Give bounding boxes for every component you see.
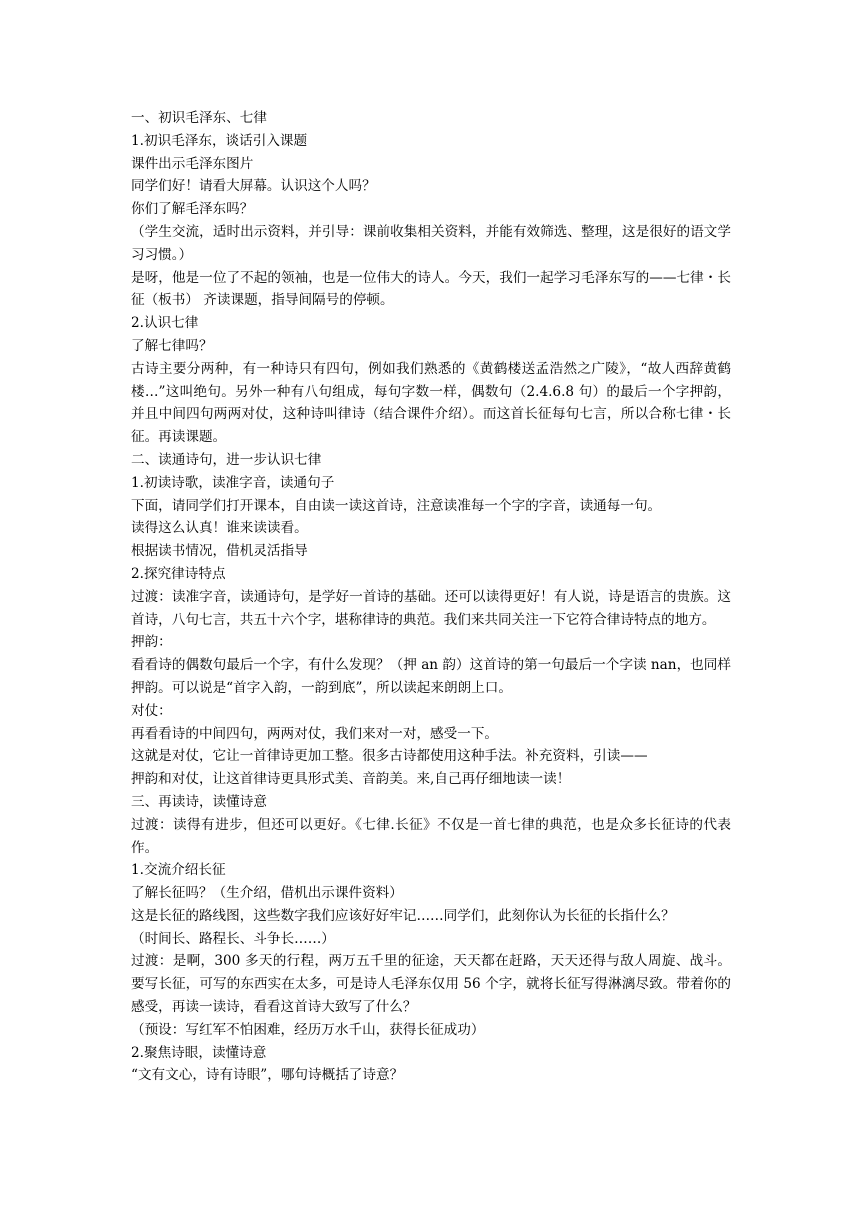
paragraph: 看看诗的偶数句最后一个字，有什么发现？（押 an 韵）这首诗的第一句最后一个字读 nan，也同样押韵。可以说是“首字入韵，一韵到底”，所以读起来朗朗上口。 bbox=[131, 657, 731, 696]
label-antithesis: 对仗： bbox=[131, 702, 172, 719]
paragraph: 过渡：读准字音，读通诗句，是学好一首诗的基础。还可以读得更好！有人说，诗是语言的贵族。这首诗，八句七言，共五十六个字，堪称律诗的典范。我们来共同关注一下它符合律诗特点的地方。 bbox=[131, 588, 731, 628]
text-line: 这是长征的路线图，这些数字我们应该好好牢记……同学们，此刻你认为长征的长指什么？ bbox=[131, 907, 675, 924]
subsection-heading-2-2: 2.探究律诗特点 bbox=[131, 565, 226, 582]
text-line: 这就是对仗，它让一首律诗更加工整。很多古诗都使用这种手法。补充资料，引读—— bbox=[131, 748, 648, 765]
subsection-heading-3-2: 2.聚焦诗眼，读懂诗意 bbox=[131, 1044, 267, 1061]
section-heading-2: 二、读通诗句，进一步认识七律 bbox=[131, 451, 322, 468]
subsection-heading-1-2: 2.认识七律 bbox=[131, 315, 199, 332]
text-line: 押韵和对仗，让这首律诗更具形式美、音韵美。来,自己再仔细地读一读！ bbox=[131, 771, 571, 788]
paragraph: 古诗主要分两种，有一种诗只有四句，例如我们熟悉的《黄鹤楼送孟浩然之广陵》，“故人西辞黄鹤楼…”这叫绝句。另外一种有八句组成，每句字数一样，偶数句（2.4.6.8 句）的最后一个字押韵，并且中间四句两两对仗，这种诗叫律诗（结合课件介绍）。而这首长征每句七言，所以合称七律・长征。再读课题。 bbox=[131, 360, 731, 446]
subsection-heading-2-1: 1.初读诗歌，读准字音，读通句子 bbox=[131, 474, 335, 491]
text-line: （时间长、路程长、斗争长……） bbox=[131, 930, 335, 947]
document-page bbox=[131, 107, 731, 1087]
text-line: 读得这么认真！谁来读读看。 bbox=[131, 520, 308, 537]
subsection-heading-3-1: 1.交流介绍长征 bbox=[131, 862, 226, 879]
paragraph: （学生交流，适时出示资料，并引导：课前收集相关资料，并能有效筛选、整理，这是很好的语文学习习惯。） bbox=[131, 223, 731, 263]
text-line: 你们了解毛泽东吗？ bbox=[131, 201, 254, 218]
paragraph: 过渡：读得有进步，但还可以更好。《七律.长征》不仅是一首七律的典范，也是众多长征诗的代表作。 bbox=[131, 816, 731, 856]
text-line: 再看看诗的中间四句，两两对仗，我们来对一对，感受一下。 bbox=[131, 725, 499, 742]
text-line: “文有文心，诗有诗眼”，哪句诗概括了诗意？ bbox=[131, 1067, 404, 1084]
text-line: 根据读书情况，借机灵活指导 bbox=[131, 543, 308, 560]
subsection-heading-1-1: 1.初识毛泽东，谈话引入课题 bbox=[131, 132, 308, 149]
text-line: 了解长征吗？（生介绍，借机出示课件资料） bbox=[131, 885, 403, 902]
paragraph: 下面，请同学们打开课本，自由读一读这首诗，注意读准每一个字的字音，读通每一句。 bbox=[131, 497, 662, 514]
section-heading-3: 三、再读诗，读懂诗意 bbox=[131, 793, 267, 810]
text-line: 课件出示毛泽东图片 bbox=[131, 155, 254, 172]
text-line: 同学们好！请看大屏幕。认识这个人吗？ bbox=[131, 178, 376, 195]
label-rhyme: 押韵： bbox=[131, 634, 172, 651]
paragraph: 过渡：是啊，300 多天的行程，两万五千里的征途，天天都在赶路，天天还得与敌人周旋、战斗。要写长征，可写的东西实在太多，可是诗人毛泽东仅用 56 个字，就将长征写得淋漓尽致。带着你的感受，再读一读诗，看看这首诗大致写了什么？ bbox=[131, 953, 731, 1016]
paragraph: 是呀，他是一位了不起的领袖，也是一位伟大的诗人。今天，我们一起学习毛泽东写的——七律・长征（板书） 齐读课题，指导间隔号的停顿。 bbox=[131, 269, 731, 309]
section-heading-1: 一、初识毛泽东、七律 bbox=[131, 110, 267, 126]
text-line: 了解七律吗？ bbox=[131, 337, 213, 354]
text-line: （预设：写红军不怕困难，经历万水千山，获得长征成功） bbox=[131, 1021, 485, 1038]
